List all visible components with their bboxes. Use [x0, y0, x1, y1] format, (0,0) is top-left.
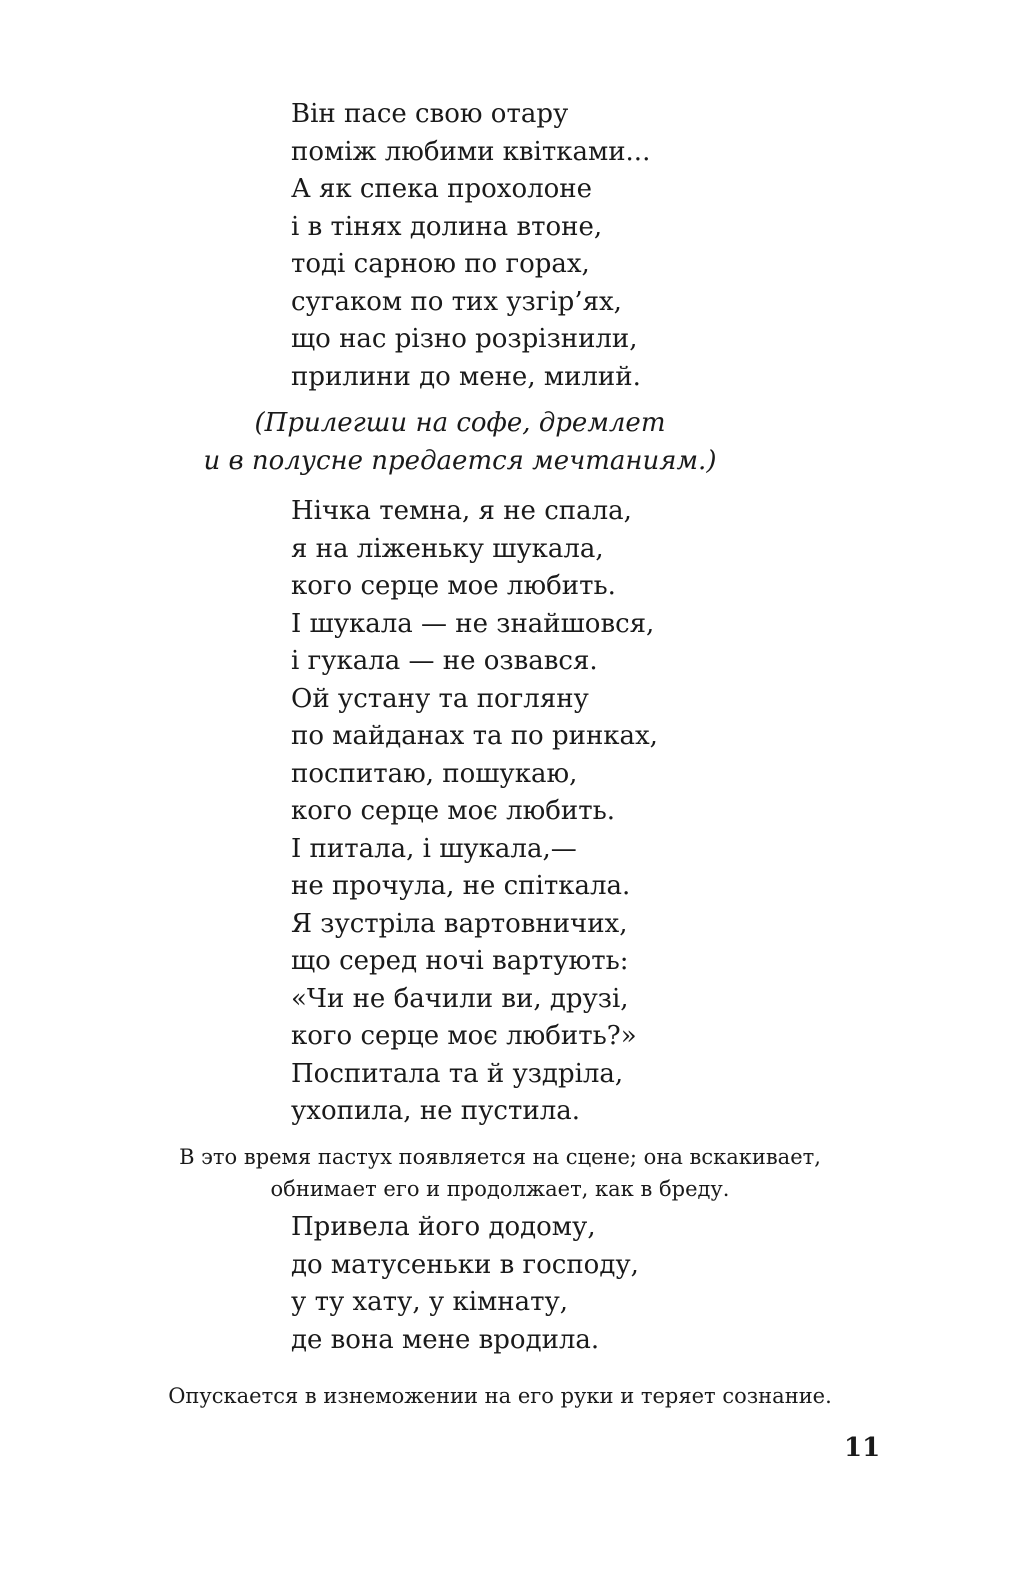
poem-stanza-3	[291, 1209, 639, 1359]
poem-line: що нас різно розрізнили,	[291, 324, 638, 354]
poem-line: кого серце моє любить?»	[291, 1021, 637, 1051]
poem-line: що серед ночі вартують:	[291, 946, 629, 976]
poem-line: сугаком по тих узгір’ях,	[291, 286, 622, 317]
poem-line: я на ліженьку шукала,	[291, 533, 604, 564]
poem-line: Привела його додому,	[291, 1212, 596, 1242]
poem-line: де вона мене вродила.	[291, 1324, 600, 1355]
stage-line: (Прилегши на софе, дремлет	[254, 408, 666, 438]
poem-line: по майданах та по ринках,	[291, 721, 658, 751]
poem-stanza-2	[291, 493, 658, 1131]
poem-line: поспитаю, пошукаю,	[291, 758, 578, 789]
poem-line: А як спека прохолоне	[291, 174, 592, 204]
poem-stanza-1	[291, 96, 650, 396]
poem-line: І питала, і шукала,—	[291, 833, 577, 864]
poem-line: не прочула, не спіткала.	[291, 871, 631, 901]
poem-line: і гукала — не озвався.	[291, 646, 598, 676]
poem-line: і в тінях долина втоне,	[291, 211, 603, 242]
poem-line: Я зустріла вартовничих,	[291, 908, 628, 939]
stage-line: обнимает его и продолжает, как в бреду.	[270, 1177, 730, 1201]
poem-line: ухопила, не пустила.	[291, 1096, 580, 1126]
stage-line: и в полусне предается мечтаниям.)	[203, 445, 717, 476]
poem-line: до матусеньки в господу,	[291, 1249, 639, 1280]
poem-line: Ой устану та погляну	[291, 683, 589, 714]
poem-line: І шукала — не знайшовся,	[291, 608, 655, 639]
poem-line: «Чи не бачили ви, друзі,	[291, 983, 629, 1014]
poem-line: тоді сарною по горах,	[291, 249, 590, 279]
poem-line: кого серце мое любить.	[291, 571, 616, 601]
poem-line: кого серце моє любить.	[291, 796, 616, 826]
poem-line: прилини до мене, милий.	[291, 361, 641, 392]
poem-line: Нічка темна, я не спала,	[291, 496, 632, 526]
stage-direction	[50, 1141, 950, 1205]
stage-direction-italic	[180, 405, 740, 480]
poem-line: у ту хату, у кімнату,	[291, 1287, 569, 1317]
poem-line: Він пасе свою отару	[291, 99, 569, 129]
page-number: 11	[844, 1433, 881, 1463]
poem-line: Поспитала та й уздріла,	[291, 1058, 624, 1089]
stage-line: В это время пастух появляется на сцене; она вскакивает,	[179, 1145, 821, 1169]
stage-direction-final: Опускается в изнеможении на его руки и теряет сознание.	[168, 1384, 832, 1408]
poem-line: поміж любими квітками...	[291, 136, 651, 167]
